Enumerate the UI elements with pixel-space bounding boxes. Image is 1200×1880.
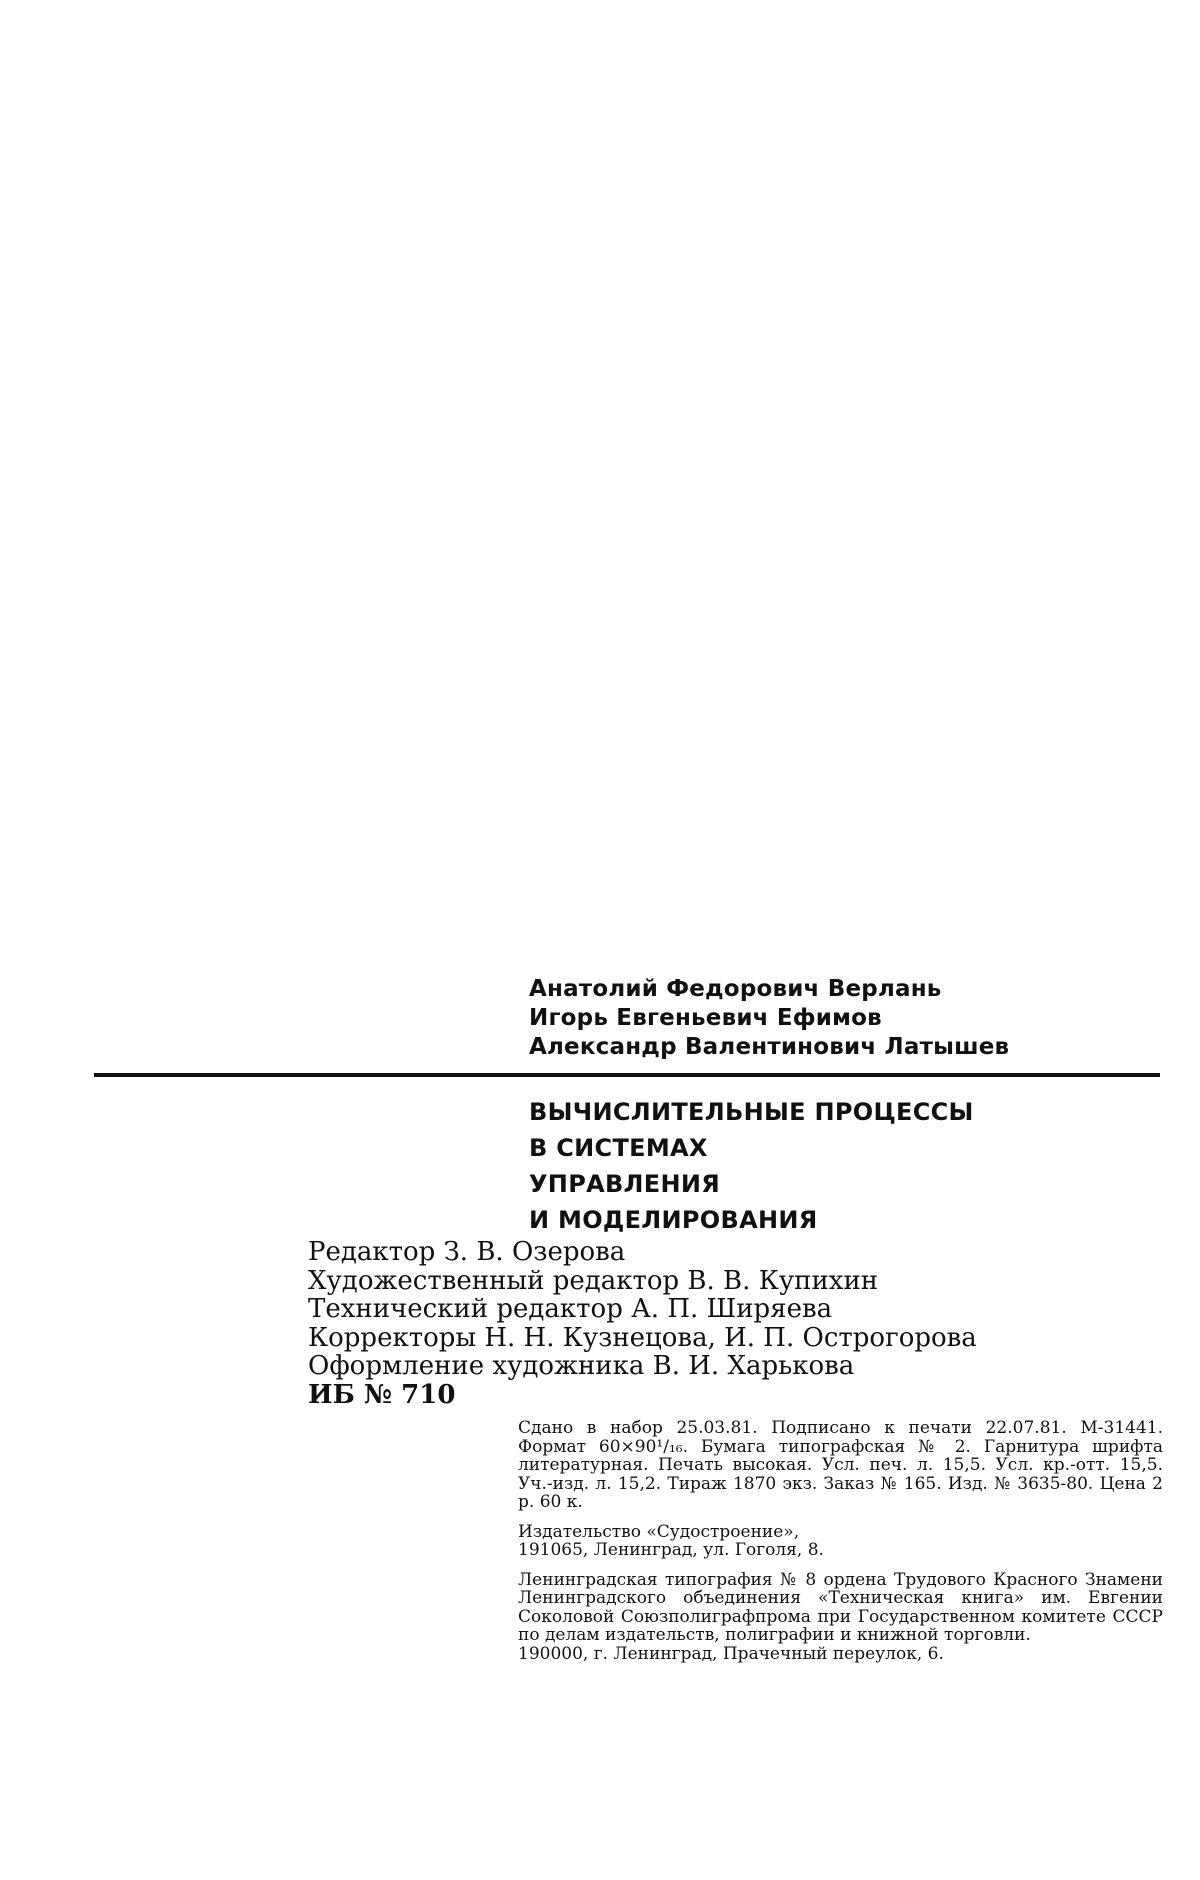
design-credit: Оформление художника В. И. Харькова (308, 1351, 855, 1381)
title-line: И МОДЕЛИРОВАНИЯ (529, 1206, 818, 1234)
credits-block (308, 1238, 1068, 1409)
printer-text: Ленинградская типография № 8 ордена Трудового Красного Знамени Ленинградского объединения «Техническая книга» им. Евгении Соколовой Союзполиграфпрома при Государственном комитете СССР по делам издательств, полиграфии и книжной торговли. (518, 1569, 1163, 1645)
horizontal-rule (94, 1073, 1160, 1077)
publisher-address: 191065, Ленинград, ул. Гоголя, 8. (518, 1540, 824, 1560)
print-info: Сдано в набор 25.03.81. Подписано к печати 22.07.81. М-31441. Формат 60×90¹/₁₆. Бумага типографская № 2. Гарнитура шрифта литературная. Печать высокая. Усл. печ. л. 15,5. Усл. кр.-отт. 15,5. Уч.-изд. л. 15,2. Тираж 1870 экз. Заказ № 165. Изд. № 3635-80. Цена 2 р. 60 к. (518, 1418, 1163, 1512)
tech-editor-credit: Технический редактор А. П. Ширяева (308, 1294, 833, 1324)
art-editor-credit: Художественный редактор В. В. Купихин (308, 1265, 879, 1296)
imprint-block (518, 1419, 1163, 1674)
publisher-info (518, 1523, 1163, 1560)
title-line: В СИСТЕМАХ (529, 1134, 708, 1162)
printer-info (518, 1571, 1163, 1664)
author-name: Александр Валентинович Латышев (529, 1034, 1010, 1060)
proofreaders-credit: Корректоры Н. Н. Кузнецова, И. П. Острогорова (308, 1322, 977, 1353)
author-name: Игорь Евгеньевич Ефимов (529, 1005, 882, 1031)
editor-credit: Редактор З. В. Озерова (308, 1237, 626, 1267)
authors-block (529, 975, 1089, 1062)
printer-address: 190000, г. Ленинград, Прачечный переулок, 6. (518, 1643, 944, 1664)
ib-number: ИБ № 710 (308, 1379, 456, 1410)
title-line: ВЫЧИСЛИТЕЛЬНЫЕ ПРОЦЕССЫ (529, 1098, 974, 1126)
book-title (529, 1094, 1089, 1238)
publisher-name: Издательство «Судостроение», (518, 1521, 800, 1542)
title-line: УПРАВЛЕНИЯ (529, 1170, 721, 1198)
author-name: Анатолий Федорович Верлань (529, 976, 942, 1002)
